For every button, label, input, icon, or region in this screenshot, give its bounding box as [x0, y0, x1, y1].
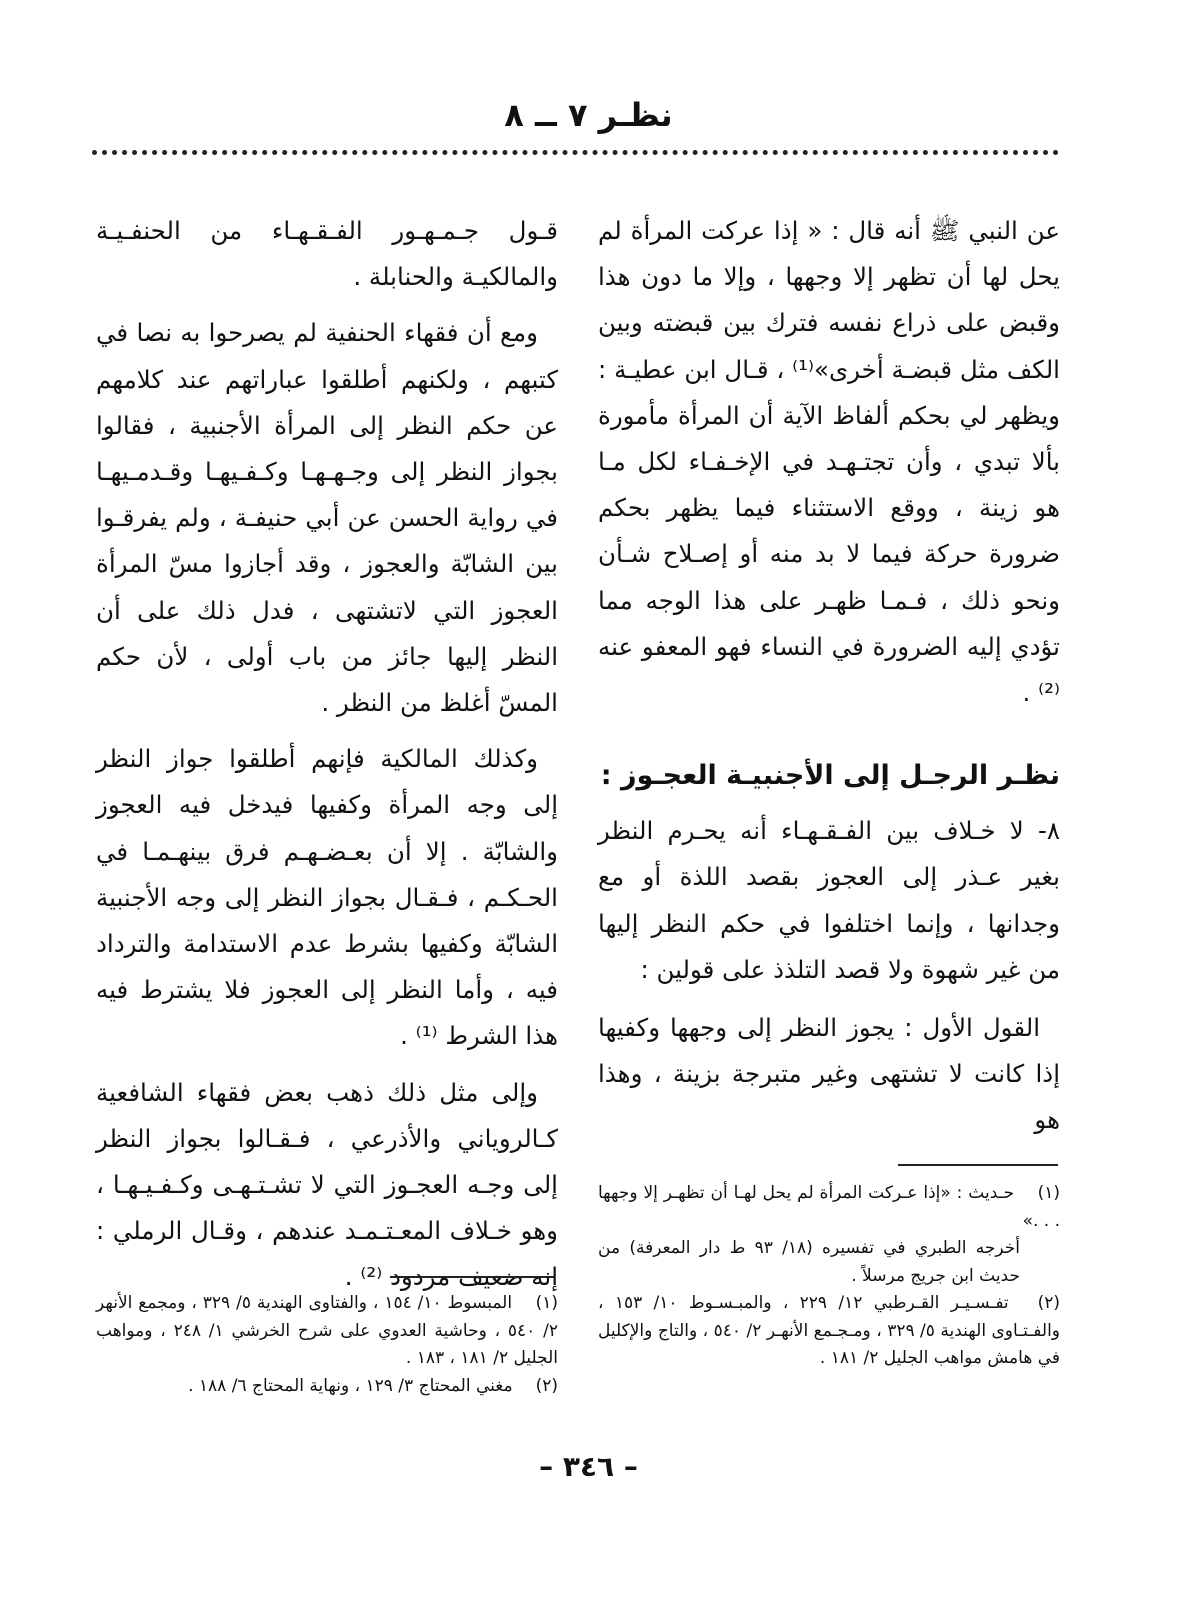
footnote-left-1 — [96, 1290, 558, 1373]
footnote-divider-left — [390, 1276, 554, 1278]
footnote-divider-right — [898, 1164, 1058, 1166]
right-paragraph-3: القول الأول : يجوز النظر إلى وجهها وكفيها إذا كانت لا تشتهى وغير متبرجة بزينة ، وهذا هو — [598, 1013, 1060, 1135]
left-column — [96, 208, 558, 1311]
left-paragraph-1: قـول جـمـهـور الفـقـهـاء من الحنفـيـة والمالكيـة والحنابلة . — [96, 216, 558, 292]
left-paragraph-3: وكذلك المالكية فإنهم أطلقوا جواز النظر إلى وجه المرأة وكفيها فيدخل فيه العجوز والشابّة . إلا أن بعـضـهـم فرق بينهـمـا في الحـكـم ، فـقـال بجواز النظر إلى وجه الأجنبية الشابّة وكفيها بشرط عدم الاستدامة والترداد فيه ، وأما النظر إلى العجوز فلا يشترط فيه هذا الشرط ⁽¹⁾ . — [96, 744, 558, 1051]
left-paragraph-4: وإلى مثل ذلك ذهب بعض فقهاء الشافعية كـالروياني والأذرعي ، فـقـالوا بجواز النظر إلى وجـه العجـوز التي لا تشـتـهـى وكـفـيـهـا ، وهو خـلاف المعـتـمـد عندهم ، وقـال الرملي : إنه ضعيف مردود ⁽²⁾ . — [96, 1077, 558, 1292]
footnote-right-2 — [598, 1290, 1060, 1373]
section-title-old-woman: نظـر الرجـل إلى الأجنبيـة العجـوز : — [600, 760, 1060, 792]
footnote-text: تفـسـيـر القـرطبي ١٢/ ٢٢٩ ، والمبـسـوط ١٠/ ١٥٣ ، والفـتـاوى الهندية ٥/ ٣٢٩ ، ومـجـمع الأنهـر ٢/ ٥٤٠ ، والتاج والإكليل في هامش مواهب الجليل ٢/ ١٨١ . — [598, 1293, 1060, 1368]
footnote-right-1-continued: أخرجه الطبري في تفسيره (١٨/ ٩٣ ط دار المعرفة) من حديث ابن جريج مرسلاً . — [598, 1238, 1021, 1286]
page-header-title: نظـر ٧ ــ ٨ — [504, 96, 673, 134]
page-number: – ٣٤٦ – — [539, 1450, 638, 1483]
footnote-text: مغني المحتاج ٣/ ١٢٩ ، ونهاية المحتاج ٦/ ١٨٨ . — [188, 1375, 513, 1396]
footnote-number: (١) — [1037, 1183, 1060, 1203]
footnote-number: (٢) — [535, 1375, 558, 1396]
right-paragraph-2: ٨- لا خـلاف بين الفـقـهـاء أنه يحـرم النظر بغير عـذر إلى العجوز بقصد اللذة أو مع وجدانها ، وإنما اختلفوا في حكم النظر إليها من غير شهوة ولا قصد التلذذ على قولين : — [598, 816, 1060, 984]
footnote-left-2 — [96, 1373, 558, 1401]
right-paragraph-1: عن النبي ﷺ أنه قال : « إذا عركت المرأة لم يحل لها أن تظهر إلا وجهها ، وإلا ما دون هذا وقبض على ذراع نفسه فترك بين قبضته وبين الكف مثل قبضـة أخرى»⁽¹⁾ ، قـال ابن عطيـة : ويظهر لي بحكم ألفاظ الآية أن المرأة مأمورة بألا تبدي ، وأن تجتـهـد في الإخـفـاء لكل مـا هو زينة ، ووقع الاستثناء فيما يظهر بحكم ضرورة حركة فيما لا بد منه أو إصـلاح شـأن ونحو ذلك ، فـمـا ظهـر على هذا الوجه مما تؤدي إليه الضرورة في النساء فهو المعفو عنه ⁽²⁾ . — [598, 216, 1060, 708]
footnote-text: حـديث : «إذا عـركت المرأة لم يحل لهـا أن تظهـر إلا وجهها . . .» — [598, 1183, 1060, 1231]
footnotes-left — [96, 1290, 558, 1400]
footnote-text: المبسوط ١٠/ ١٥٤ ، والفتاوى الهندية ٥/ ٣٢٩ ، ومجمع الأنهر ٢/ ٥٤٠ ، وحاشية العدوي على شرح الخرشي ١/ ٢٤٨ ، ومواهب الجليل ٢/ ١٨١ ، ١٨٣ . — [96, 1293, 558, 1368]
left-paragraph-2: ومع أن فقهاء الحنفية لم يصرحوا به نصا في كتبهم ، ولكنهم أطلقوا عباراتهم عند كلامهم عن حكم النظر إلى المرأة الأجنبية ، فقالوا بجواز النظر إلى وجـهـهـا وكـفـيهـا وقـدمـيهـا في رواية الحسن عن أبي حنيفـة ، ولم يفرقـوا بين الشابّة والعجوز ، وقد أجازوا مسّ المرأة العجوز التي لاتشتهى ، فدل ذلك على أن النظر إليها جائز من باب أولى ، لأن حكم المسّ أغلظ من النظر . — [96, 318, 558, 718]
footnote-number: (١) — [535, 1293, 559, 1313]
footnotes-right — [598, 1180, 1060, 1373]
header-dotted-divider — [92, 150, 1059, 155]
right-column — [598, 208, 1060, 1156]
footnote-right-1 — [598, 1180, 1060, 1235]
footnote-number: (٢) — [1037, 1293, 1060, 1313]
